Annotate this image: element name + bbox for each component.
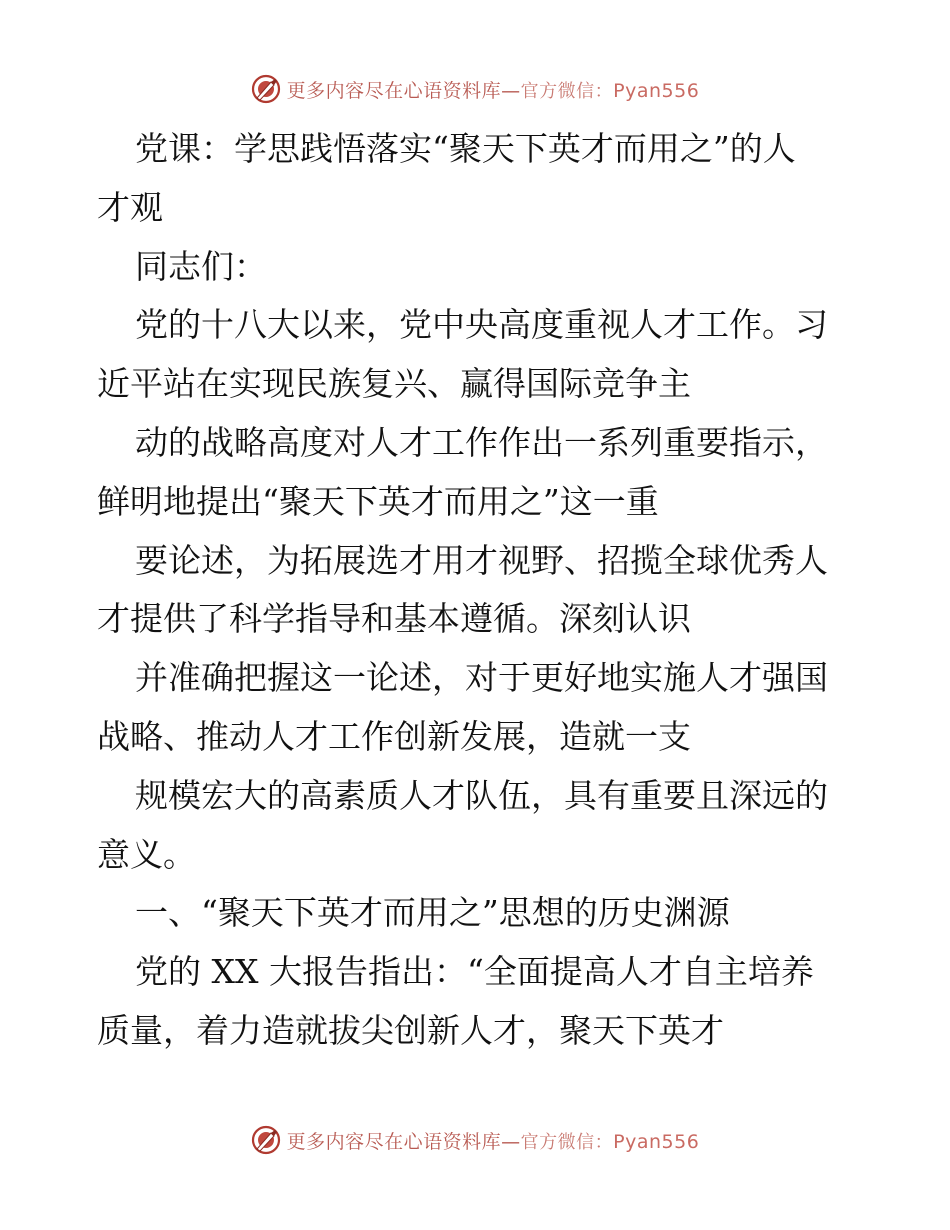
banner-separator: — [501, 79, 521, 102]
paragraph-line: 鲜明地提出“聚天下英才而用之”这一重 [97, 481, 659, 521]
paragraph-line: 意义。 [97, 834, 196, 874]
paragraph-line: 动的战略高度对人才工作作出一系列重要指示， [135, 422, 828, 462]
banner-title: 更多内容尽在心语资料库 [286, 1130, 502, 1153]
document-title-line-1: 党课：学思践悟落实“聚天下英才而用之”的人 [135, 129, 796, 168]
pen-logo-icon [251, 1125, 281, 1155]
banner-separator: — [501, 1130, 521, 1153]
paragraph-line: 近平站在实现民族复兴、赢得国际竞争主 [97, 364, 691, 404]
banner-text [287, 1127, 700, 1154]
paragraph-line: 质量，着力造就拔尖创新人才，聚天下英才 [97, 1010, 724, 1050]
header-banner [0, 72, 950, 106]
paragraph-line: 并准确把握这一论述，对于更好地实施人才强国 [135, 658, 828, 698]
paragraph-line: 战略、推动人才工作创新发展，造就一支 [97, 716, 691, 756]
footer-banner [0, 1123, 950, 1157]
paragraph-line: 党的十八大以来，党中央高度重视人才工作。习 [135, 305, 828, 345]
banner-wechat-id: Pyan556 [613, 1130, 700, 1153]
document-body [97, 120, 857, 1061]
salutation: 同志们： [135, 246, 267, 286]
document-title-line-2: 才观 [97, 187, 163, 227]
banner-text [287, 76, 700, 103]
banner-title: 更多内容尽在心语资料库 [286, 79, 502, 102]
paragraph-line: 要论述，为拓展选才用才视野、招揽全球优秀人 [135, 540, 828, 580]
pen-logo-icon [251, 74, 281, 104]
section-heading: 一、“聚天下英才而用之”思想的历史渊源 [135, 893, 730, 933]
banner-wechat-label: 官方微信： [520, 1131, 614, 1153]
banner-wechat-label: 官方微信： [520, 80, 614, 102]
paragraph-line: 规模宏大的高素质人才队伍，具有重要且深远的 [135, 775, 828, 815]
paragraph-line: 才提供了科学指导和基本遵循。深刻认识 [97, 599, 691, 639]
paragraph-line: 党的 XX 大报告指出：“全面提高人才自主培养 [135, 952, 814, 992]
banner-wechat-id: Pyan556 [613, 79, 700, 102]
